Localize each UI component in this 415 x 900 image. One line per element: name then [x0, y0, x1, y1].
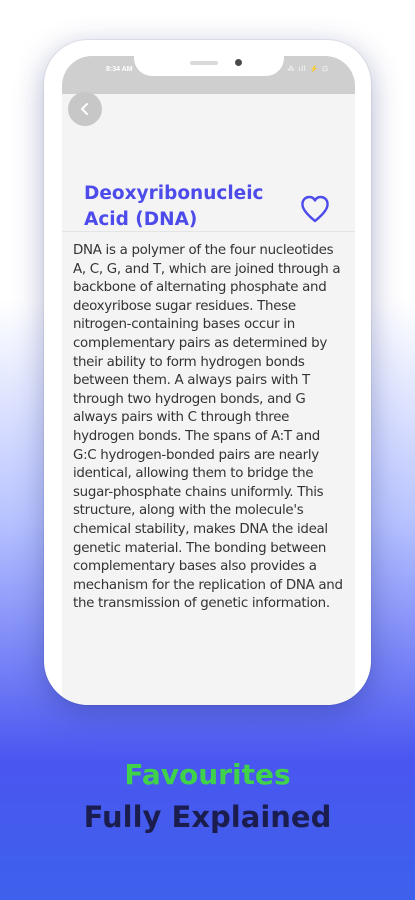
favourite-button[interactable] [299, 194, 331, 224]
caption-fully-explained: Fully Explained [83, 800, 332, 834]
status-time: 8:34 AM [106, 66, 133, 73]
phone-mockup [44, 40, 371, 705]
article-body: DNA is a polymer of the four nucleotides A, C, G, and T, which are joined through a backbone of alternating phosphate and deoxyribose sugar residues. These nitrogen-containing bases occur in complementary pairs as determined by their ability to form hydrogen bonds between them. A always pairs with T through two hydrogen bonds, and G always pairs with C through three hydrogen bonds. The spans of A:T and G:C hydrogen-bonded pairs are nearly identical, allowing them to bridge the sugar-phosphate chains uniformly. This structure, along with the molecule's chemical stability, makes DNA the ideal genetic material. The bonding between complementary bases also provides a mechanism for the replication of DNA and the transmission of genetic information. [73, 243, 343, 612]
article-title: Deoxyribonucleic Acid (DNA) [84, 183, 264, 230]
article-header [62, 151, 355, 232]
status-indicators: ⁂ ıll ⚡ ⊡ [287, 66, 329, 73]
front-camera [235, 59, 242, 66]
caption-favourites: Favourites [124, 758, 291, 791]
app-screen [62, 56, 355, 705]
phone-notch [134, 56, 284, 76]
chevron-left-icon [78, 102, 92, 116]
back-button[interactable] [68, 92, 102, 126]
heart-outline-icon [299, 194, 331, 224]
speaker-grille [190, 61, 218, 65]
